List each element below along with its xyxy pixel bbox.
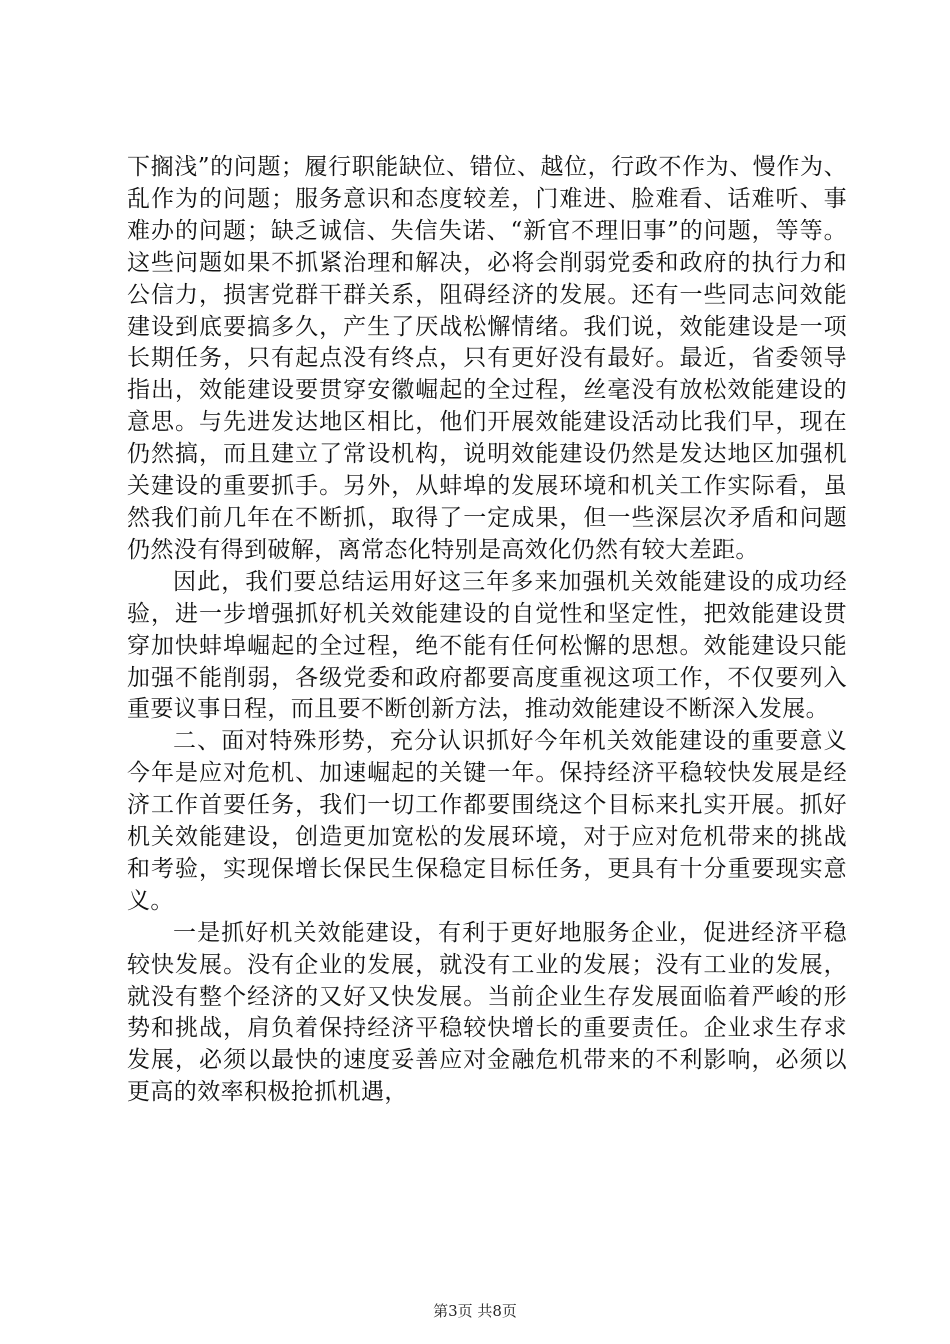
paragraph-2: 因此，我们要总结运用好这三年多来加强机关效能建设的成功经验，进一步增强抓好机关效能建设的自觉性和坚定性，把效能建设贯穿加快蚌埠崛起的全过程，绝不能有任何松懈的思想。效能建设只能加强不能削弱，各级党委和政府都要高度重视这项工作，不仅要列入重要议事日程，而且要不断创新方法，推动效能建设不断深入发展。: [127, 568, 847, 723]
paragraph-3: 二、面对特殊形势，充分认识抓好今年机关效能建设的重要意义今年是应对危机、加速崛起的关键一年。保持经济平稳较快发展是经济工作首要任务，我们一切工作都要围绕这个目标来扎实开展。抓好机关效能建设，创造更加宽松的发展环境，对于应对危机带来的挑战和考验，实现保增长保民生保稳定目标任务，更具有十分重要现实意义。: [127, 728, 847, 914]
page-number-footer: 第3页 共8页: [433, 1302, 517, 1320]
paragraph-1: 下搁浅”的问题；履行职能缺位、错位、越位，行政不作为、慢作为、乱作为的问题；服务意识和态度较差，门难进、脸难看、话难听、事难办的问题；缺乏诚信、失信失诺、“新官不理旧事”的问题，等等。这些问题如果不抓紧治理和解决，必将会削弱党委和政府的执行力和公信力，损害党群干群关系，阻碍经济的发展。还有一些同志问效能建设到底要搞多久，产生了厌战松懈情绪。我们说，效能建设是一项长期任务，只有起点没有终点，只有更好没有最好。最近，省委领导指出，效能建设要贯穿安徽崛起的全过程，丝毫没有放松效能建设的意思。与先进发达地区相比，他们开展效能建设活动比我们早，现在仍然搞，而且建立了常设机构，说明效能建设仍然是发达地区加强机关建设的重要抓手。另外，从蚌埠的发展环境和机关工作实际看，虽然我们前几年在不断抓，取得了一定成果，但一些深层次矛盾和问题仍然没有得到破解，离常态化特别是高效化仍然有较大差距。: [127, 154, 847, 563]
paragraph-4: 一是抓好机关效能建设，有利于更好地服务企业，促进经济平稳较快发展。没有企业的发展，就没有工业的发展；没有工业的发展，就没有整个经济的又好又快发展。当前企业生存发展面临着严峻的形势和挑战，肩负着保持经济平稳较快增长的重要责任。企业求生存求发展，必须以最快的速度妥善应对金融危机带来的不利影响，必须以更高的效率积极抢抓机遇，: [127, 919, 847, 1106]
body-text: [127, 152, 847, 1109]
